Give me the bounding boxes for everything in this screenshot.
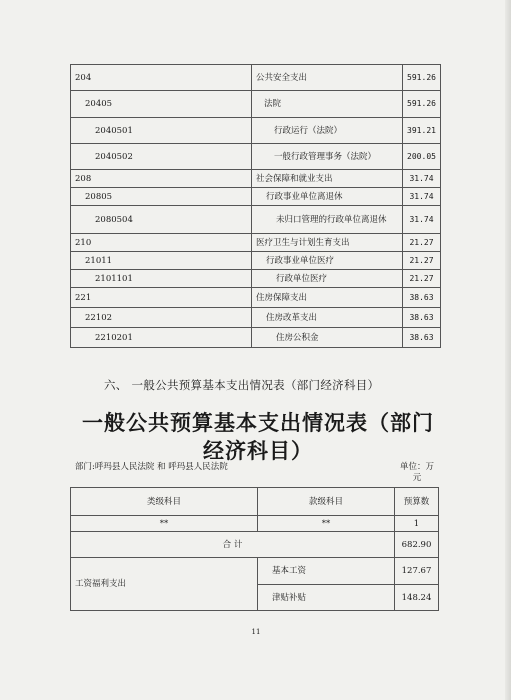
item-amount: 591.26	[407, 72, 436, 82]
table-row	[71, 288, 441, 308]
item-name: 行政事业单位离退休	[252, 188, 403, 206]
item-amount: 38.63	[409, 332, 434, 342]
item-name: 行政运行（法院）	[252, 118, 403, 144]
item-amount: 21.27	[409, 255, 434, 265]
total-label: 合 计	[71, 532, 395, 558]
item-code: 2080504	[71, 206, 252, 234]
scan-edge	[505, 0, 511, 700]
item-amount: 148.24	[401, 592, 432, 603]
item-code: 20805	[71, 188, 252, 206]
unit-label: 单位：万元	[399, 462, 434, 483]
table-row	[71, 270, 441, 288]
item-amount: 391.21	[407, 125, 436, 135]
total-row	[71, 532, 439, 558]
item-code: 22102	[71, 308, 252, 328]
item-amount: 31.74	[409, 214, 434, 224]
item-amount: 38.63	[409, 312, 434, 322]
table-row	[71, 558, 439, 585]
item-code: 208	[71, 170, 252, 188]
item-code: 221	[71, 288, 252, 308]
item-amount: 127.67	[401, 566, 432, 576]
item-name: 社会保障和就业支出	[252, 170, 403, 188]
table-row	[71, 206, 441, 234]
table-row	[71, 308, 441, 328]
table-row	[71, 91, 441, 118]
section-heading: 六、 一般公共预算基本支出情况表（部门经济科目）	[104, 378, 380, 392]
item-name: 住房公积金	[252, 328, 403, 348]
budget-items-table	[70, 64, 441, 348]
item-amount: 591.26	[407, 99, 436, 108]
item-name: 法院	[252, 91, 403, 118]
item-name: 未归口管理的行政单位离退休	[252, 206, 403, 234]
total-amount: 682.90	[401, 539, 432, 550]
header-subcategory: 款级科目	[258, 488, 395, 516]
item-amount: 21.27	[409, 237, 434, 247]
item-amount: 31.74	[409, 173, 434, 183]
table-row	[71, 170, 441, 188]
subcategory-name: 津贴补贴	[258, 585, 395, 611]
item-name: 医疗卫生与计划生育支出	[252, 234, 403, 252]
table-row	[71, 188, 441, 206]
table-row	[71, 234, 441, 252]
item-amount: 38.63	[409, 292, 434, 302]
item-code: 20405	[71, 91, 252, 118]
item-code: 2210201	[71, 328, 252, 348]
item-code: 21011	[71, 252, 252, 270]
header-budget: 预算数	[395, 488, 439, 516]
item-code: 2040501	[71, 118, 252, 144]
item-name: 行政单位医疗	[252, 270, 403, 288]
page-number: 11	[251, 628, 261, 636]
item-code: 210	[71, 234, 252, 252]
table-row	[71, 144, 441, 170]
item-name: 行政事业单位医疗	[252, 252, 403, 270]
item-code: 2040502	[71, 144, 252, 170]
table-row	[71, 65, 441, 91]
marker-cell: 1	[395, 516, 439, 532]
subcategory-name: 基本工资	[258, 558, 395, 585]
table-row	[71, 118, 441, 144]
item-name: 住房改革支出	[252, 308, 403, 328]
header-category: 类级科目	[71, 488, 258, 516]
marker-cell: **	[258, 516, 395, 532]
marker-row	[71, 516, 439, 532]
table-row	[71, 328, 441, 348]
marker-cell: **	[71, 516, 258, 532]
item-name: 住房保障支出	[252, 288, 403, 308]
page-title: 一般公共预算基本支出情况表（部门经济科目）	[82, 411, 434, 463]
table-row	[71, 252, 441, 270]
category-name: 工资福利支出	[71, 558, 258, 611]
department-label: 部门:呼玛县人民法院 和 呼玛县人民法院	[75, 462, 228, 472]
item-amount: 21.27	[409, 273, 434, 283]
item-name: 公共安全支出	[252, 65, 403, 91]
table-header-row	[71, 488, 439, 516]
item-code: 2101101	[71, 270, 252, 288]
item-amount: 31.74	[409, 191, 434, 201]
economic-category-table	[70, 487, 439, 611]
item-amount: 200.05	[407, 151, 436, 161]
item-name: 一般行政管理事务（法院）	[252, 144, 403, 170]
item-code: 204	[71, 65, 252, 91]
